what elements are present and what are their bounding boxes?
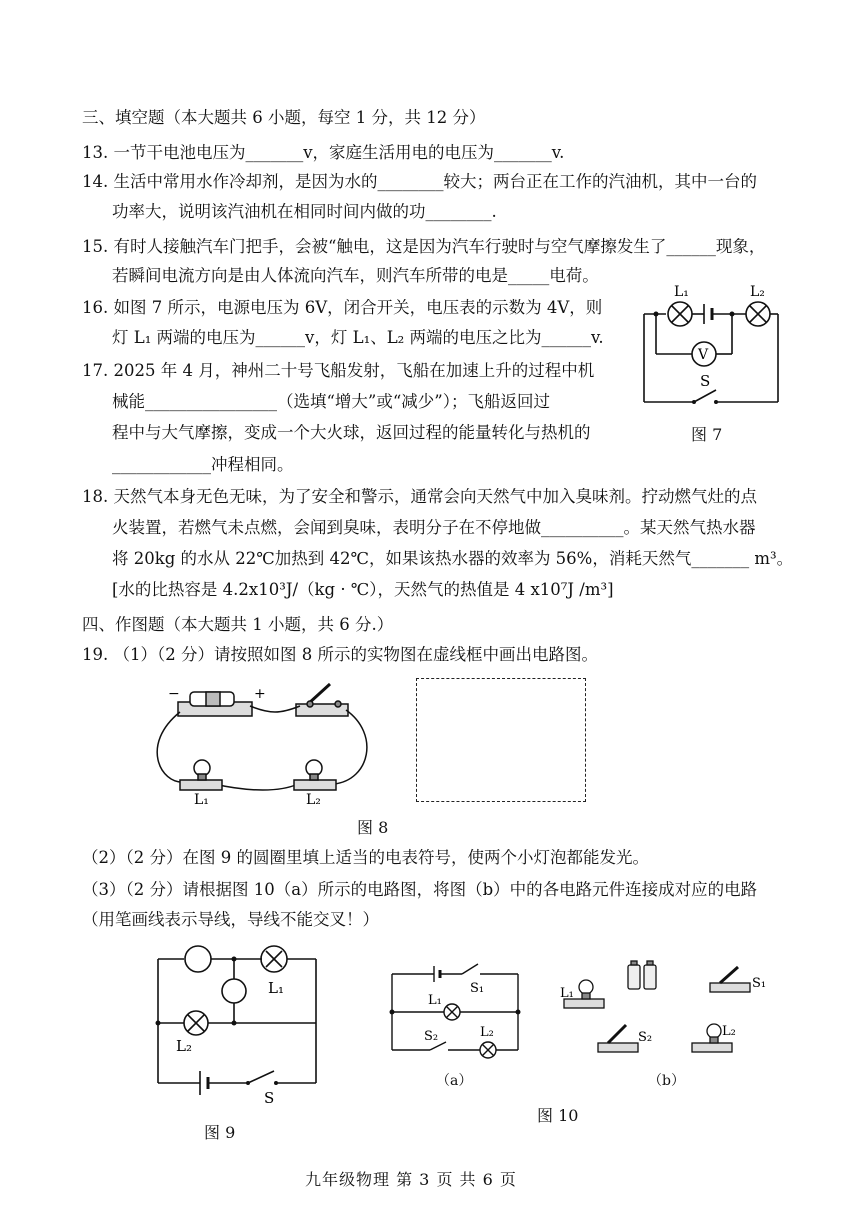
question-18-line2: 火装置，若燃气未点燃，会闻到臭味，表明分子在不停地做__________。某天然气热水器 [112, 518, 756, 537]
figure-10b-label: （b） [648, 1073, 685, 1089]
fig7-label-l1: L₁ [674, 284, 689, 300]
question-19-part3-line1: （3）（2 分）请根据图 10（a）所示的电路图，将图（b）中的各电路元件连接成对应的电路 [82, 880, 758, 899]
fig10b-label-l1: L₁ [560, 986, 574, 1001]
figure-9-caption: 图 9 [204, 1123, 236, 1142]
question-17-line2: 械能________________（选填“增大”或“减少”）；飞船返回过 [112, 392, 550, 411]
fig9-meter-circle-top[interactable] [185, 946, 211, 972]
question-14-line2: 功率大，说明该汽油机在相同时间内做的功________. [112, 202, 497, 221]
fig7-switch-label: S [700, 372, 711, 390]
figure-9-circuit [150, 945, 325, 1110]
fig8-minus-label: − [168, 686, 180, 702]
fig8-label-l2: L₂ [306, 792, 321, 808]
page-footer: 九年级物理 第 3 页 共 6 页 [305, 1170, 517, 1189]
question-18-line3: 将 20kg 的水从 22℃加热到 42℃，如果该热水器的效率为 56%，消耗天然气_______ m³。 [112, 549, 794, 568]
figure-7-circuit [640, 282, 780, 412]
question-15-line2: 若瞬间电流方向是由人体流向汽车，则汽车所带的电是_____电荷。 [112, 266, 599, 285]
question-19-part1: 19. （1）（2 分）请按照如图 8 所示的实物图在虚线框中画出电路图。 [82, 645, 598, 664]
question-15-line1: 15. 有时人接触汽车门把手，会被“触电，这是因为汽车行驶时与空气摩擦发生了______现象， [82, 237, 766, 256]
question-14-line1: 14. 生活中常用水作冷却剂，是因为水的________较大；两台正在工作的汽油机，其中一台的 [82, 172, 757, 191]
fig10a-label-l2: L₂ [480, 1025, 494, 1040]
section4-heading: 四、作图题（本大题共 1 小题，共 6 分.） [82, 615, 394, 634]
figure-10a-circuit [390, 962, 520, 1057]
figure-7-caption: 图 7 [691, 425, 723, 444]
fig9-label-l1: L₁ [268, 979, 284, 997]
fig10b-label-l2: L₂ [722, 1024, 736, 1039]
question-18-line1: 18. 天然气本身无色无味，为了安全和警示，通常会向天然气中加入臭味剂。拧动燃气灶的点 [82, 487, 757, 506]
figure-8-caption: 图 8 [357, 818, 389, 837]
question-18-line4: [水的比热容是 4.2x10³J/（kg · ℃），天然气的热值是 4 x10⁷J /m³] [112, 580, 614, 599]
figure-10b-components [560, 955, 775, 1065]
fig7-voltmeter-label: V [698, 347, 709, 363]
question-16-line2: 灯 L₁ 两端的电压为______v，灯 L₁、L₂ 两端的电压之比为______v. [112, 328, 604, 347]
figure-10a-label: （a） [436, 1073, 473, 1089]
fig10a-label-l1: L₁ [428, 993, 442, 1008]
fig9-meter-circle-middle[interactable] [222, 979, 246, 1003]
section3-heading: 三、填空题（本大题共 6 小题，每空 1 分，共 12 分） [82, 108, 486, 127]
question-17-line4: ____________冲程相同。 [112, 455, 294, 474]
fig9-label-l2: L₂ [176, 1037, 192, 1055]
question-16-line1: 16. 如图 7 所示，电源电压为 6V，闭合开关，电压表的示数为 4V，则 [82, 298, 603, 317]
figure-8-physical-circuit [150, 684, 370, 808]
fig8-label-l1: L₁ [194, 792, 209, 808]
answer-dashed-box[interactable] [416, 678, 586, 802]
fig10b-label-s1: S₁ [752, 976, 767, 991]
question-19-part3-line2: （用笔画线表示导线，导线不能交叉！） [82, 910, 379, 929]
figure-10-caption: 图 10 [537, 1106, 579, 1125]
fig7-label-l2: L₂ [750, 284, 765, 300]
fig10a-label-s1: S₁ [470, 981, 485, 996]
question-17-line1: 17. 2025 年 4 月，神州二十号飞船发射，飞船在加速上升的过程中机 [82, 361, 595, 380]
fig8-plus-label: + [254, 686, 266, 702]
question-13: 13. 一节干电池电压为_______v，家庭生活用电的电压为_______v. [82, 143, 565, 162]
fig10b-label-s2: S₂ [638, 1030, 653, 1045]
question-19-part2: （2）（2 分）在图 9 的圆圈里填上适当的电表符号，使两个小灯泡都能发光。 [82, 848, 649, 867]
fig10a-label-s2: S₂ [424, 1029, 439, 1044]
fig9-switch-label: S [264, 1089, 275, 1107]
question-17-line3: 程中与大气摩擦，变成一个大火球，返回过程的能量转化与热机的 [112, 423, 591, 442]
